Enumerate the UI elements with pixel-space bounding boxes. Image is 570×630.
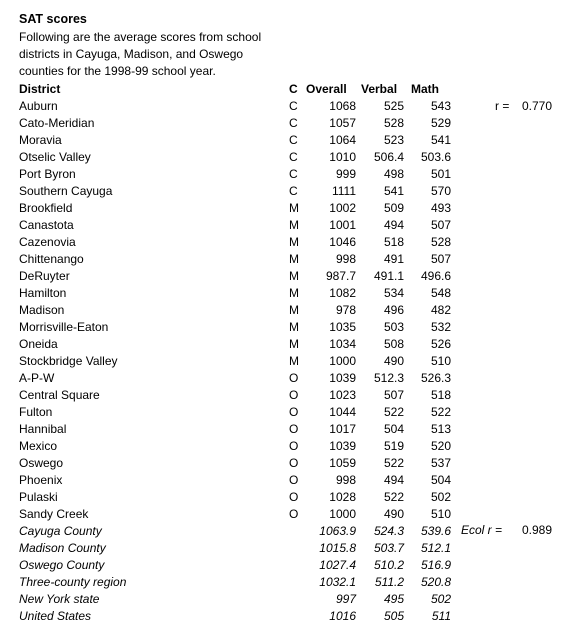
header-county: C <box>289 82 298 96</box>
district-cell: Port Byron <box>19 167 76 181</box>
overall-cell: 1023 <box>329 388 356 402</box>
math-cell: 543 <box>430 99 451 113</box>
math-cell: 493 <box>430 201 451 215</box>
verbal-cell: 490 <box>383 354 404 368</box>
summary-label: United States <box>19 609 92 623</box>
math-cell: 537 <box>430 456 451 470</box>
math-cell: 539.6 <box>420 524 451 538</box>
math-cell: 529 <box>430 116 451 130</box>
ecol-r-value: 0.989 <box>522 523 553 537</box>
county-cell: M <box>289 201 299 215</box>
overall-cell: 1046 <box>329 235 356 249</box>
verbal-cell: 519 <box>383 439 404 453</box>
district-cell: A-P-W <box>19 371 55 385</box>
county-cell: O <box>289 422 299 436</box>
verbal-cell: 507 <box>383 388 404 402</box>
verbal-cell: 495 <box>383 592 404 606</box>
overall-cell: 1016 <box>329 609 356 623</box>
district-cell: Central Square <box>19 388 100 402</box>
verbal-cell: 508 <box>383 337 404 351</box>
county-cell: M <box>289 303 299 317</box>
verbal-cell: 522 <box>383 456 404 470</box>
math-cell: 504 <box>430 473 451 487</box>
verbal-cell: 490 <box>383 507 404 521</box>
table-row <box>0 217 570 234</box>
overall-cell: 1063.9 <box>319 524 356 538</box>
table-row <box>0 506 570 523</box>
district-cell: Stockbridge Valley <box>19 354 118 368</box>
table-row <box>0 455 570 472</box>
table-row <box>0 438 570 455</box>
table-row <box>0 251 570 268</box>
overall-cell: 1057 <box>329 116 356 130</box>
header-overall: Overall <box>306 82 347 96</box>
math-cell: 510 <box>430 354 451 368</box>
district-cell: Madison <box>19 303 65 317</box>
overall-cell: 1028 <box>329 490 356 504</box>
verbal-cell: 503.7 <box>373 541 404 555</box>
county-cell: C <box>289 133 298 147</box>
district-cell: Morrisville-Eaton <box>19 320 109 334</box>
summary-label: Madison County <box>19 541 106 555</box>
county-cell: O <box>289 405 299 419</box>
county-cell: M <box>289 218 299 232</box>
summary-row <box>0 574 570 591</box>
overall-cell: 1044 <box>329 405 356 419</box>
verbal-cell: 512.3 <box>373 371 404 385</box>
county-cell: M <box>289 252 299 266</box>
county-cell: O <box>289 456 299 470</box>
county-cell: O <box>289 371 299 385</box>
table-row <box>0 353 570 370</box>
district-cell: Brookfield <box>19 201 73 215</box>
verbal-cell: 525 <box>383 99 404 113</box>
overall-cell: 1064 <box>329 133 356 147</box>
math-cell: 501 <box>430 167 451 181</box>
overall-cell: 1017 <box>329 422 356 436</box>
table-row <box>0 234 570 251</box>
verbal-cell: 534 <box>383 286 404 300</box>
overall-cell: 1032.1 <box>319 575 356 589</box>
summary-label: Three-county region <box>19 575 127 589</box>
county-cell: O <box>289 439 299 453</box>
table-row <box>0 268 570 285</box>
district-cell: Cazenovia <box>19 235 76 249</box>
math-cell: 526 <box>430 337 451 351</box>
district-cell: Mexico <box>19 439 58 453</box>
district-cell: Oswego <box>19 456 64 470</box>
district-cell: Fulton <box>19 405 53 419</box>
summary-label: Cayuga County <box>19 524 102 538</box>
math-cell: 532 <box>430 320 451 334</box>
table-row <box>0 132 570 149</box>
county-cell: C <box>289 99 298 113</box>
math-cell: 526.3 <box>420 371 451 385</box>
verbal-cell: 518 <box>383 235 404 249</box>
overall-cell: 998 <box>335 473 356 487</box>
overall-cell: 1035 <box>329 320 356 334</box>
district-cell: Phoenix <box>19 473 63 487</box>
summary-row <box>0 540 570 557</box>
math-cell: 502 <box>430 592 451 606</box>
table-row <box>0 149 570 166</box>
table-row <box>0 183 570 200</box>
math-cell: 512.1 <box>420 541 451 555</box>
overall-cell: 1010 <box>329 150 356 164</box>
overall-cell: 1039 <box>329 371 356 385</box>
verbal-cell: 505 <box>383 609 404 623</box>
verbal-cell: 511.2 <box>374 575 404 589</box>
overall-cell: 1001 <box>329 218 356 232</box>
table-row <box>0 166 570 183</box>
verbal-cell: 496 <box>383 303 404 317</box>
county-cell: M <box>289 286 299 300</box>
verbal-cell: 510.2 <box>373 558 404 572</box>
verbal-cell: 491 <box>383 252 404 266</box>
county-cell: M <box>289 337 299 351</box>
summary-row <box>0 591 570 608</box>
table-row <box>0 98 570 115</box>
summary-label: New York state <box>19 592 100 606</box>
county-cell: C <box>289 184 298 198</box>
description-line: Following are the average scores from school <box>19 30 262 44</box>
county-cell: O <box>289 388 299 402</box>
math-cell: 507 <box>430 252 451 266</box>
description-line: counties for the 1998-99 school year. <box>19 64 216 78</box>
county-cell: M <box>289 269 299 283</box>
district-cell: DeRuyter <box>19 269 70 283</box>
math-cell: 482 <box>430 303 451 317</box>
district-cell: Moravia <box>19 133 62 147</box>
summary-label: Oswego County <box>19 558 105 572</box>
math-cell: 528 <box>430 235 451 249</box>
ecol-r-label: Ecol r = <box>461 523 503 537</box>
overall-cell: 1015.8 <box>319 541 356 555</box>
table-row <box>0 336 570 353</box>
summary-row <box>0 557 570 574</box>
table-row <box>0 302 570 319</box>
overall-cell: 978 <box>335 303 356 317</box>
math-cell: 518 <box>430 388 451 402</box>
math-cell: 520.8 <box>420 575 451 589</box>
verbal-cell: 504 <box>383 422 404 436</box>
math-cell: 510 <box>430 507 451 521</box>
overall-cell: 999 <box>335 167 356 181</box>
overall-cell: 997 <box>335 592 356 606</box>
county-cell: C <box>289 167 298 181</box>
table-row <box>0 285 570 302</box>
county-cell: O <box>289 473 299 487</box>
header-district: District <box>19 82 61 96</box>
overall-cell: 998 <box>335 252 356 266</box>
verbal-cell: 523 <box>383 133 404 147</box>
math-cell: 503.6 <box>420 150 451 164</box>
verbal-cell: 494 <box>383 218 404 232</box>
math-cell: 502 <box>430 490 451 504</box>
district-cell: Cato-Meridian <box>19 116 95 130</box>
overall-cell: 1059 <box>329 456 356 470</box>
district-cell: Hamilton <box>19 286 67 300</box>
district-cell: Hannibal <box>19 422 67 436</box>
header-math: Math <box>411 82 439 96</box>
math-cell: 541 <box>430 133 451 147</box>
r-value: 0.770 <box>522 99 553 113</box>
county-cell: M <box>289 320 299 334</box>
r-label: r = <box>495 99 510 113</box>
county-cell: M <box>289 235 299 249</box>
math-cell: 507 <box>430 218 451 232</box>
overall-cell: 987.7 <box>325 269 356 283</box>
county-cell: M <box>289 354 299 368</box>
verbal-cell: 541 <box>383 184 404 198</box>
table-row <box>0 404 570 421</box>
page-title: SAT scores <box>19 12 87 26</box>
district-cell: Otselic Valley <box>19 150 91 164</box>
county-cell: O <box>289 507 299 521</box>
district-cell: Sandy Creek <box>19 507 89 521</box>
table-row <box>0 387 570 404</box>
verbal-cell: 503 <box>383 320 404 334</box>
district-cell: Canastota <box>19 218 74 232</box>
verbal-cell: 494 <box>383 473 404 487</box>
verbal-cell: 509 <box>383 201 404 215</box>
district-cell: Oneida <box>19 337 58 351</box>
math-cell: 570 <box>430 184 451 198</box>
math-cell: 522 <box>430 405 451 419</box>
header-verbal: Verbal <box>361 82 398 96</box>
overall-cell: 1082 <box>329 286 356 300</box>
table-row <box>0 421 570 438</box>
description-line: districts in Cayuga, Madison, and Oswego <box>19 47 244 61</box>
overall-cell: 1000 <box>329 507 356 521</box>
table-row <box>0 115 570 132</box>
verbal-cell: 524.3 <box>373 524 404 538</box>
math-cell: 520 <box>430 439 451 453</box>
verbal-cell: 498 <box>383 167 404 181</box>
math-cell: 511 <box>431 609 451 623</box>
math-cell: 496.6 <box>420 269 451 283</box>
overall-cell: 1068 <box>329 99 356 113</box>
county-cell: O <box>289 490 299 504</box>
overall-cell: 1027.4 <box>319 558 356 572</box>
table-row <box>0 472 570 489</box>
county-cell: C <box>289 150 298 164</box>
district-cell: Southern Cayuga <box>19 184 113 198</box>
math-cell: 516.9 <box>420 558 451 572</box>
verbal-cell: 506.4 <box>373 150 404 164</box>
overall-cell: 1039 <box>329 439 356 453</box>
district-cell: Chittenango <box>19 252 84 266</box>
overall-cell: 1000 <box>329 354 356 368</box>
verbal-cell: 522 <box>383 405 404 419</box>
table-row <box>0 319 570 336</box>
district-cell: Auburn <box>19 99 58 113</box>
overall-cell: 1034 <box>329 337 356 351</box>
math-cell: 513 <box>430 422 451 436</box>
county-cell: C <box>289 116 298 130</box>
verbal-cell: 522 <box>383 490 404 504</box>
summary-row <box>0 608 570 625</box>
math-cell: 548 <box>430 286 451 300</box>
table-row <box>0 489 570 506</box>
overall-cell: 1002 <box>329 201 356 215</box>
overall-cell: 1111 <box>331 184 356 198</box>
table-row <box>0 370 570 387</box>
table-header <box>0 81 570 98</box>
verbal-cell: 528 <box>383 116 404 130</box>
verbal-cell: 491.1 <box>373 269 404 283</box>
table-row <box>0 200 570 217</box>
district-cell: Pulaski <box>19 490 58 504</box>
